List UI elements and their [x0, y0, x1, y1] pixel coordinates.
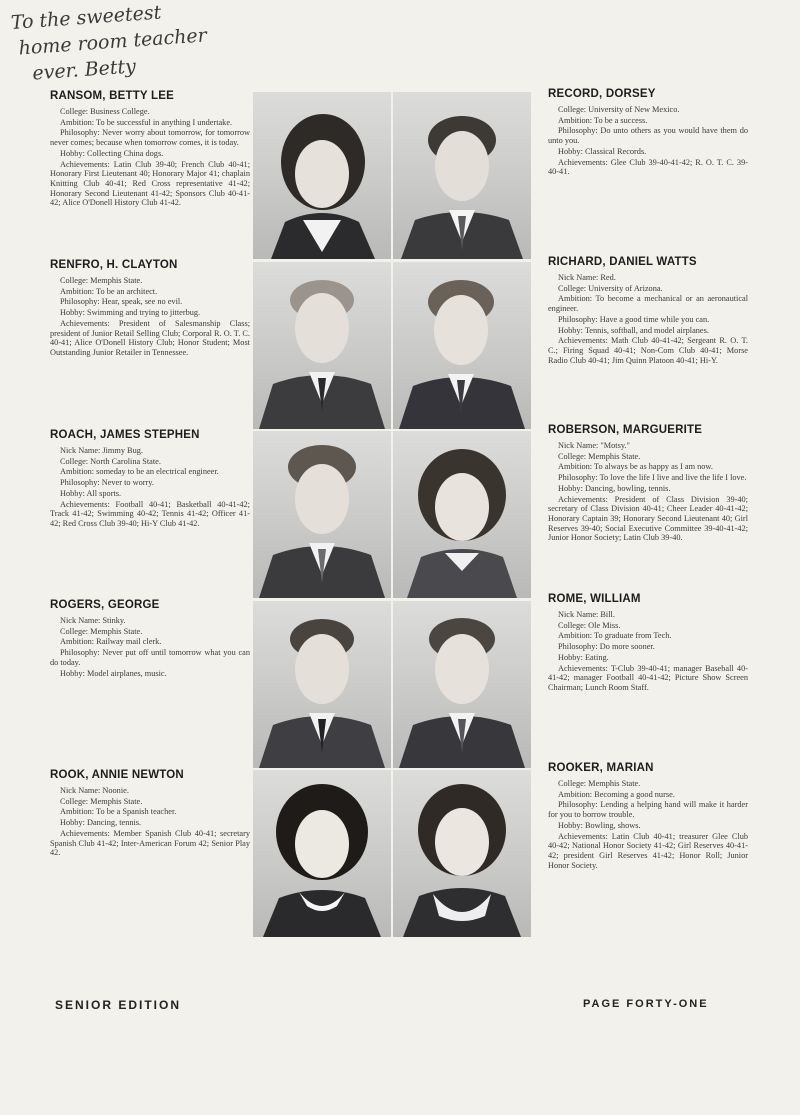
college: College: University of New Mexico. — [558, 105, 680, 114]
portrait-photo — [393, 92, 531, 259]
student-name: ROOK, ANNIE NEWTON — [50, 769, 184, 781]
nickname: Nick Name: "Motsy." — [558, 441, 630, 450]
nickname: Nick Name: Stinky. — [60, 616, 126, 625]
philosophy: Philosophy: Do unto others as you would have them do unto you. — [548, 126, 748, 146]
college: College: Ole Miss. — [558, 620, 621, 630]
ambition: Ambition: Becoming a good nurse. — [558, 789, 675, 799]
philosophy: Philosophy: Hear, speak, see no evil. — [60, 297, 183, 307]
hobby: Hobby: Eating. — [558, 652, 609, 662]
philosophy: Philosophy: To love the life I live and live the life I love. — [558, 473, 747, 483]
nickname: Nick Name: Red. — [558, 273, 616, 282]
college: College: University of Arizona. — [558, 283, 663, 293]
nickname: Nick Name: Jimmy Bug. — [60, 446, 143, 455]
achievements: Achievements: Member Spanish Club 40-41; secretary Spanish Club 41-42; Inter-American Forum 42; Senior Play 42. — [50, 828, 250, 858]
hobby: Hobby: Tennis, softball, and model airplanes. — [558, 325, 709, 335]
achievements: Achievements: T-Club 39-40-41; manager Baseball 40-41-42; manager Football 40-41-42; Picture Show Screen Chairman; Lunch Room Staff. — [548, 663, 748, 692]
achievements: Achievements: Latin Club 39-40; French Club 40-41; Honorary First Lieutenant 40; Honorary Major 41; chaplain Knitting Club 40-41; Red Cross representative 41-42; Honorary Second Lieutenant 41-42; Sponsors Club 40-41-42; Alice O'Donell History Club 41-42. — [50, 159, 250, 208]
hobby: Hobby: All sports. — [60, 488, 122, 498]
hobby: Hobby: Swimming and trying to jitterbug. — [60, 308, 201, 318]
portrait-photo — [253, 262, 391, 429]
college: College: North Carolina State. — [60, 456, 161, 466]
ambition: Ambition: To be successful in anything I undertake. — [60, 117, 233, 127]
philosophy: Philosophy: Never to worry. — [60, 478, 154, 488]
ambition: Ambition: To be an architect. — [60, 286, 158, 296]
philosophy: Philosophy: Never put off until tomorrow what you can do today. — [50, 648, 250, 667]
portrait-photo — [393, 601, 531, 768]
portrait-photo — [253, 431, 391, 598]
nickname: Nick Name: Noonie. — [60, 786, 129, 795]
portrait-photo — [393, 431, 531, 598]
student-name: RANSOM, BETTY LEE — [50, 90, 174, 102]
hobby: Hobby: Dancing, tennis. — [60, 818, 142, 828]
senior-entry-record — [548, 88, 748, 178]
philosophy: Philosophy: Never worry about tomorrow, for tomorrow never comes; because when tomorrow comes, it is today. — [50, 128, 250, 148]
portrait-photo — [393, 262, 531, 429]
ambition: Ambition: To be a success. — [558, 115, 648, 125]
inscription-line: To the sweetest — [10, 1, 162, 34]
ambition: Ambition: To be a Spanish teacher. — [60, 807, 177, 817]
portrait-photo — [253, 770, 391, 937]
philosophy: Philosophy: Do more sooner. — [558, 642, 655, 652]
student-name: RENFRO, H. CLAYTON — [50, 259, 178, 271]
senior-entry-ransom — [50, 90, 250, 209]
handwritten-inscription — [10, 0, 315, 88]
ambition: Ambition: To always be as happy as I am now. — [558, 462, 713, 472]
hobby: Hobby: Bowling, shows. — [558, 820, 641, 830]
achievements: Achievements: Football 40-41; Basketball 40-41-42; Track 41-42; Swimming 40-42; Tennis 41-42; Officer 41-42; Red Cross Club 39-40; Hi-Y Club 41-42. — [50, 499, 250, 528]
student-name: ROME, WILLIAM — [548, 593, 641, 605]
inscription-line: ever. Betty — [31, 55, 137, 85]
hobby: Hobby: Model airplanes, music. — [60, 668, 167, 678]
college: College: Memphis State. — [60, 796, 143, 806]
philosophy: Philosophy: Have a good time while you can. — [558, 314, 710, 324]
philosophy: Philosophy: Lending a helping hand will make it harder for you to borrow trouble. — [548, 800, 748, 820]
achievements: Achievements: Math Club 40-41-42; Sergeant R. O. T. C.; Firing Squad 40-41; Non-Com Club 40-41; Morse Radio Club 40-41; Jim Quinn Platoon 40-41; Hi-Y. — [548, 336, 748, 365]
ambition: Ambition: To graduate from Tech. — [558, 631, 672, 641]
hobby: Hobby: Collecting China dogs. — [60, 148, 164, 158]
achievements: Achievements: Latin Club 40-41; treasurer Glee Club 40-42; National Honor Society 41-42; Girl Reserves 40-41-42; president Girl Reserves 41-42; Honor Roll; Junior Honor Society. — [548, 831, 748, 870]
senior-entry-richard — [548, 256, 748, 366]
footer-edition: SENIOR EDITION — [55, 998, 182, 1012]
student-name: ROBERSON, MARGUERITE — [548, 424, 703, 436]
senior-entry-rogers — [50, 599, 250, 679]
portrait-photo — [253, 92, 391, 259]
college: College: Memphis State. — [558, 451, 641, 461]
student-name: ROACH, JAMES STEPHEN — [50, 429, 200, 441]
college: College: Memphis State. — [60, 626, 143, 636]
achievements: Achievements: President of Class Division 39-40; secretary of Class Division 40-41; Cheer Leader 40-41-42; Honorary Captain 39; Honorary Second Lieutenant 40; Girl Reserves 39-40; Social Executive Committee 39-40-41-42; Junior Honor Society; Latin Club 39-40. — [548, 494, 748, 543]
hobby: Hobby: Classical Records. — [558, 146, 647, 156]
portrait-grid — [253, 92, 531, 937]
senior-entry-roberson — [548, 424, 748, 544]
student-name: ROOKER, MARIAN — [548, 762, 654, 774]
inscription-line: home room teacher — [17, 24, 208, 60]
achievements: Achievements: Glee Club 39-40-41-42; R. O. T. C. 39-40-41. — [548, 157, 748, 177]
college: College: Memphis State. — [60, 276, 143, 285]
student-name: RICHARD, DANIEL WATTS — [548, 256, 697, 268]
portrait-photo — [393, 770, 531, 937]
student-name: ROGERS, GEORGE — [50, 599, 160, 611]
ambition: Ambition: To become a mechanical or an aeronautical engineer. — [548, 294, 748, 314]
portrait-photo — [253, 601, 391, 768]
ambition: Ambition: Railway mail clerk. — [60, 637, 162, 647]
senior-entry-rome — [548, 593, 748, 694]
college: College: Memphis State. — [558, 779, 641, 788]
senior-entry-roach — [50, 429, 250, 530]
hobby: Hobby: Dancing, bowling, tennis. — [558, 483, 671, 493]
college: College: Business College. — [60, 107, 150, 116]
nickname: Nick Name: Bill. — [558, 610, 615, 619]
ambition: Ambition: someday to be an electrical engineer. — [60, 467, 219, 477]
student-name: RECORD, DORSEY — [548, 88, 656, 100]
senior-entry-renfro — [50, 259, 250, 359]
footer-page-number: PAGE FORTY-ONE — [583, 998, 709, 1010]
senior-entry-rook — [50, 769, 250, 859]
senior-entry-rooker — [548, 762, 748, 871]
achievements: Achievements: President of Salesmanship Class; president of Junior Retail Selling Club; Corporal R. O. T. C. 40-41; Alice O'Donell History Club; Honor Student; Most Outstanding Junior Retailer in Tennessee. — [50, 318, 250, 357]
